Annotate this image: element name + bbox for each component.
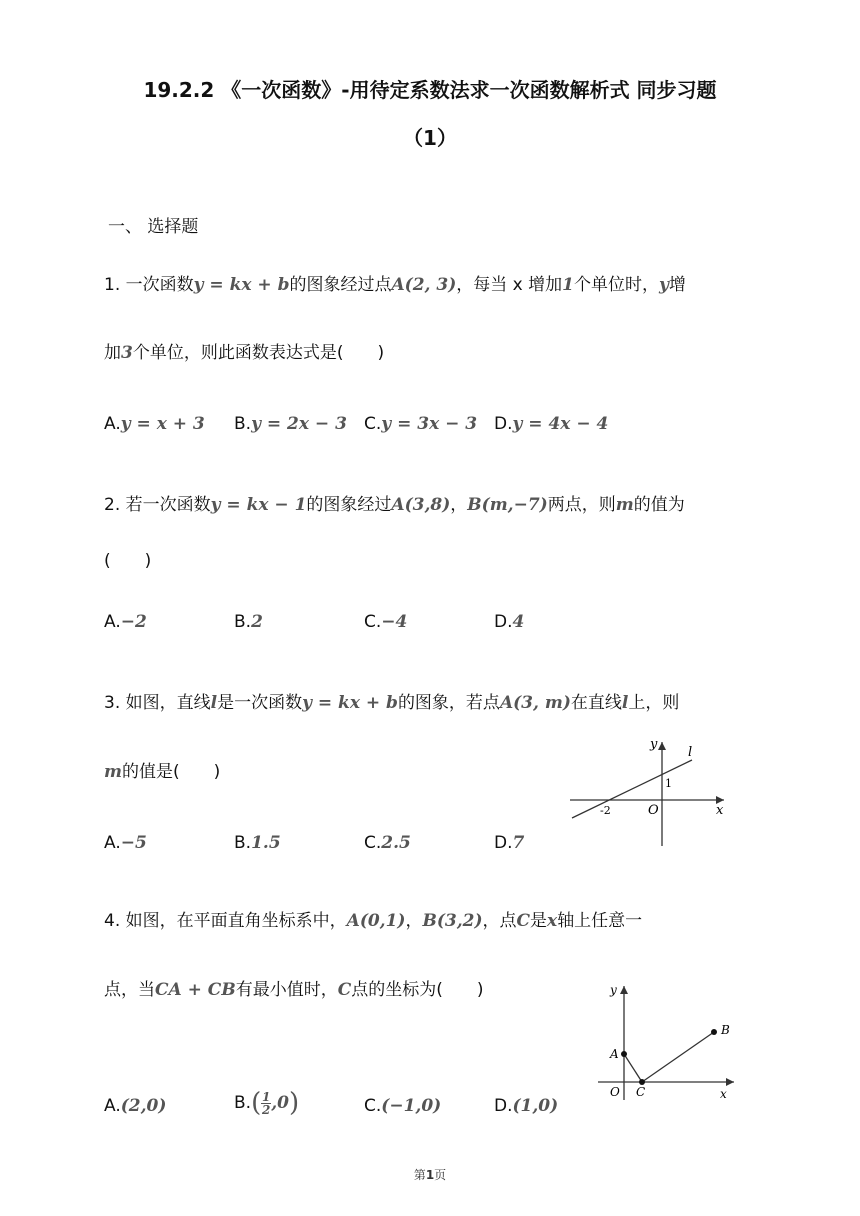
q2-text: 的图象经过	[306, 495, 392, 515]
question-4-line-2	[104, 975, 484, 1000]
q3-text: 的图象，若点	[397, 693, 500, 713]
q1-math: y = kx + b	[193, 275, 290, 295]
q1-math: A(2, 3)	[391, 275, 457, 295]
question-3-line-1	[104, 688, 679, 713]
y-label: y	[610, 983, 617, 997]
q2-text: 两点，则	[547, 495, 616, 515]
q3-text: 3. 如图，直线	[104, 693, 211, 713]
q3-math: l	[210, 693, 218, 713]
c-label: C	[636, 1085, 646, 1099]
segment-ca	[624, 1054, 642, 1082]
question-1-line-1	[104, 270, 686, 295]
question-1-line-2	[104, 338, 384, 363]
q4-option-c: C.(−1,0)	[364, 1096, 442, 1116]
y-axis-arrow	[658, 742, 666, 750]
q2-math: m	[615, 495, 634, 515]
q3-math: y = kx + b	[302, 693, 398, 713]
l-label: l	[688, 745, 693, 760]
segment-cb	[642, 1032, 714, 1082]
q2-option-b: B.2	[234, 612, 263, 632]
question-2-line-1	[104, 490, 685, 515]
q4-text: 点，当	[104, 980, 155, 1000]
q1-text: 个单位，则此函数表达式是( )	[132, 343, 385, 363]
page-subtitle	[403, 122, 457, 151]
q2-math: y = kx − 1	[210, 495, 307, 515]
q4-math: x	[547, 911, 558, 931]
page-number: 第1页	[413, 1168, 447, 1182]
q3-math: m	[104, 762, 122, 782]
q1-option-a: A.y = x + 3	[104, 414, 205, 434]
page-title	[143, 74, 716, 103]
fraction-one-half: $\frac{1}{2}$	[262, 1089, 271, 1117]
origin-label: O	[648, 803, 659, 818]
q3-option-c: C.2.5	[364, 833, 411, 853]
q1-text: 1. 一次函数	[104, 275, 194, 295]
q4-option-a: A.(2,0)	[104, 1096, 167, 1116]
q4-math: C	[516, 911, 531, 931]
q3-math: A(3, m)	[499, 693, 571, 713]
q3-text: 的值是( )	[122, 762, 221, 782]
q1-math: y	[658, 275, 669, 295]
q1-text: 增	[668, 275, 686, 295]
q2-text: ，	[450, 495, 468, 515]
q4-text: 4. 如图，在平面直角坐标系中，	[104, 911, 347, 931]
a-label: A	[610, 1047, 619, 1061]
q2-text: 2. 若一次函数	[104, 495, 211, 515]
tick-neg2-label: -2	[600, 804, 611, 817]
q1-option-c: C.y = 3x − 3	[364, 414, 478, 434]
q4-text: ，	[405, 911, 423, 931]
q4-option-b: B.( $\frac{1}{2}$ ,0)	[234, 1088, 300, 1118]
title-line-2: （1）	[403, 126, 457, 150]
q4-text: 有最小值时，	[235, 980, 338, 1000]
q3-option-a: A.−5	[104, 833, 147, 853]
q1-math: 1	[562, 275, 574, 295]
x-axis-arrow	[726, 1078, 734, 1086]
q3-text: 上，则	[628, 693, 680, 713]
section-heading: 一、 选择题	[108, 217, 199, 237]
q1-text: 的图象经过点	[289, 275, 392, 295]
line-l	[572, 760, 692, 818]
y-label: y	[650, 737, 658, 752]
q1-math: 3	[121, 343, 133, 363]
q4-math: C	[337, 980, 352, 1000]
q2-text: 的值为	[633, 495, 685, 515]
q4-graph-figure	[596, 980, 742, 1104]
title-line-1: 19.2.2 《一次函数》-用待定系数法求一次函数解析式 同步习题	[143, 78, 717, 102]
q2-text: ( )	[104, 551, 152, 571]
q4-text: ，点	[482, 911, 517, 931]
q1-option-d: D.y = 4x − 4	[494, 414, 609, 434]
q2-option-d: D.4	[494, 612, 525, 632]
q4-option-d: D.(1,0)	[494, 1096, 559, 1116]
x-label: x	[720, 1087, 727, 1101]
point-a	[621, 1051, 627, 1057]
question-2-line-2	[104, 546, 151, 571]
point-b	[711, 1029, 717, 1035]
q4-text: 轴上任意一	[557, 911, 643, 931]
q1-text: ，每当 x 增加	[456, 275, 563, 295]
origin-label: O	[610, 1085, 620, 1099]
x-label: x	[716, 803, 724, 818]
q3-text: 是一次函数	[217, 693, 303, 713]
y-axis-arrow	[620, 986, 628, 994]
q3-text: 在直线	[570, 693, 622, 713]
q4-math: CA + CB	[155, 980, 236, 1000]
q4-math: B(3,2)	[422, 911, 483, 931]
q2-math: A(3,8)	[391, 495, 451, 515]
q3-option-b: B.1.5	[234, 833, 281, 853]
q3-graph-figure	[566, 734, 736, 850]
q4-text: 点的坐标为( )	[351, 980, 484, 1000]
q1-option-b: B.y = 2x − 3	[234, 414, 347, 434]
q2-option-a: A.−2	[104, 612, 147, 632]
q1-text: 个单位时，	[573, 275, 659, 295]
q4-text: 是	[530, 911, 548, 931]
tick-1-label: 1	[665, 777, 672, 790]
question-3-line-2	[104, 757, 220, 782]
q4-math: A(0,1)	[346, 911, 406, 931]
q2-option-c: C.−4	[364, 612, 408, 632]
question-4-line-1	[104, 906, 642, 931]
q3-math: l	[621, 693, 629, 713]
q1-text: 加	[104, 343, 121, 363]
q3-option-d: D.7	[494, 833, 525, 853]
b-label: B	[721, 1023, 730, 1037]
q2-math: B(m,−7)	[467, 495, 548, 515]
